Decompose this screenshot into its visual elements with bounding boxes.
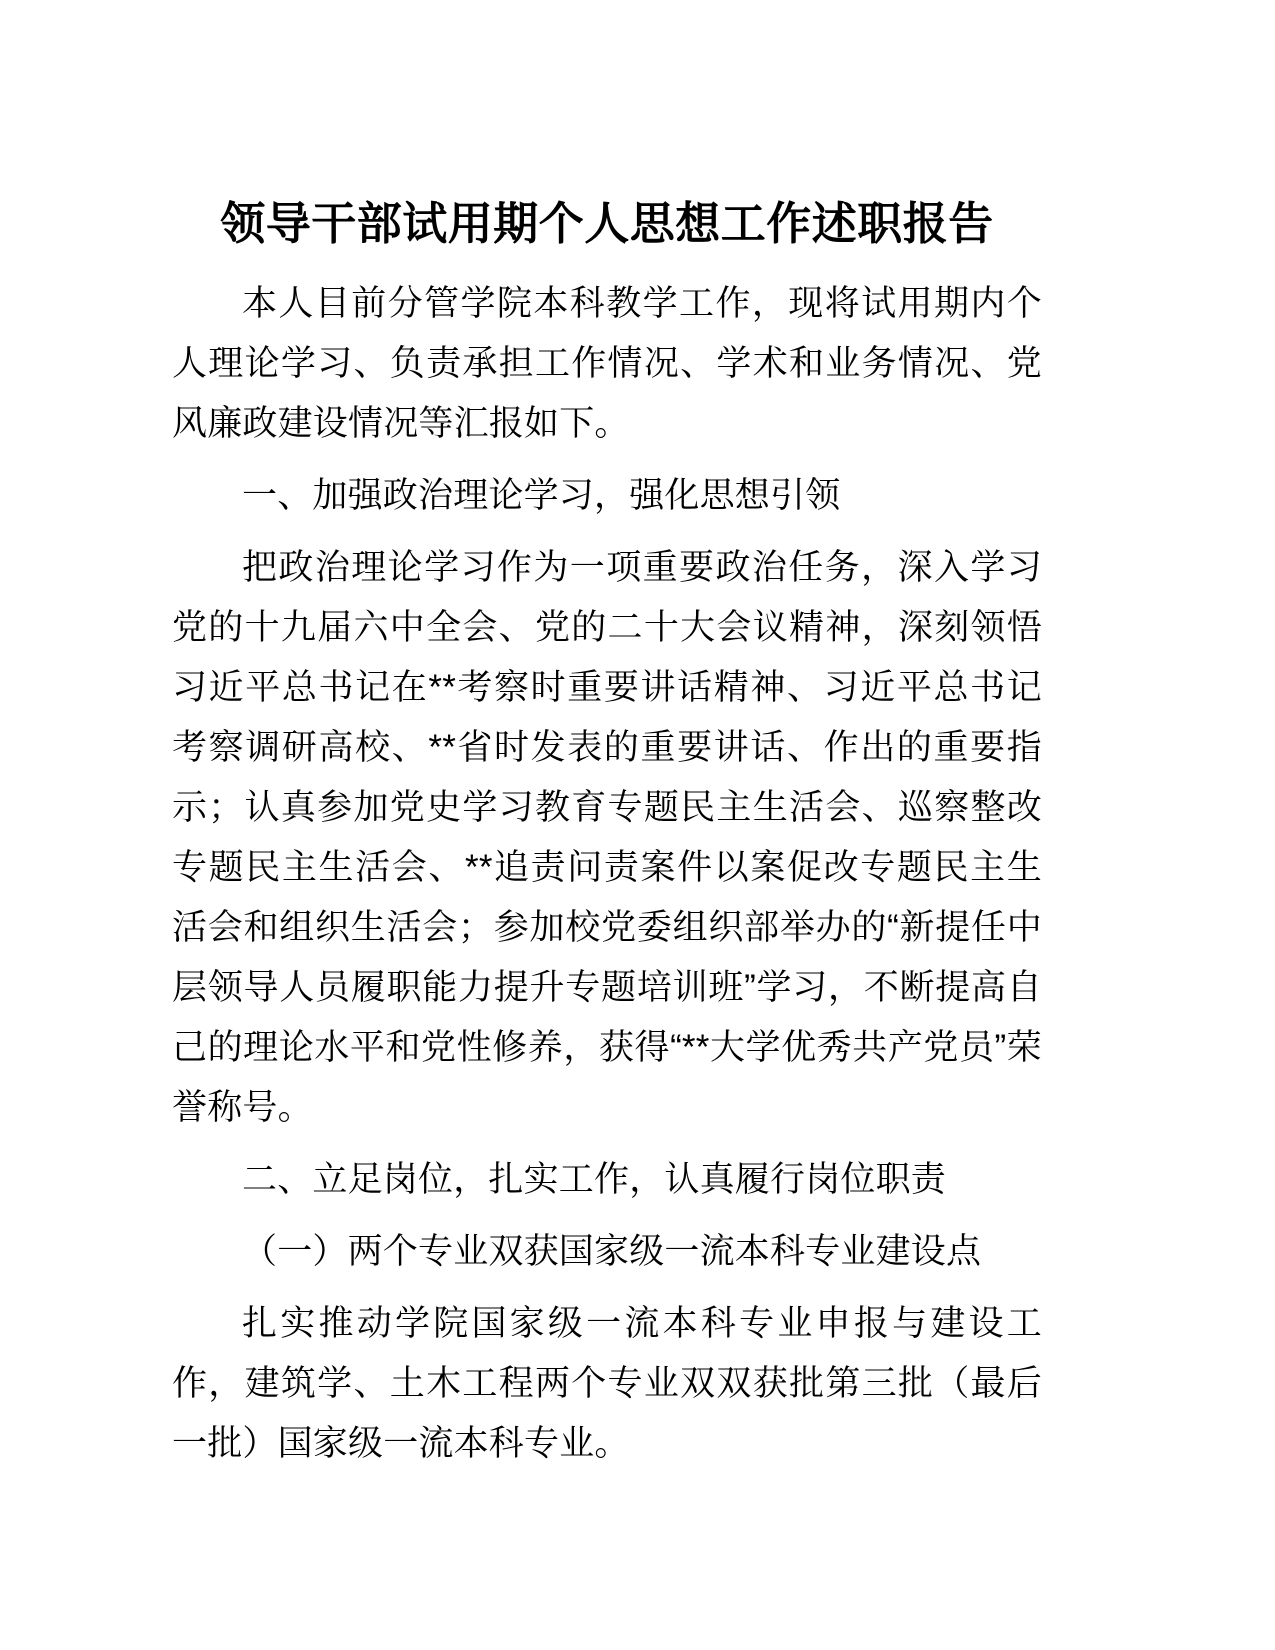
page-title: 领导干部试用期个人思想工作述职报告 [220, 198, 994, 249]
heading-section-one: 一、加强政治理论学习，强化思想引领 [242, 476, 841, 516]
heading-section-two: 二、立足岗位，扎实工作，认真履行岗位职责 [242, 1160, 947, 1200]
paragraph-section-one-body: 把政治理论学习作为一项重要政治任务，深入学习党的十九届六中全会、党的二十大会议精神，深刻领悟习近平总书记在**考察时重要讲话精神、习近平总书记考察调研高校、**省时发表的重要讲话、作出的重要指示；认真参加党史学习教育专题民主生活会、巡察整改专题民主生活会、**追责问责案件以案促改专题民主生活会和组织生活会；参加校党委组织部举办的“新提任中层领导人员履职能力提升专题培训班”学习，不断提高自己的理论水平和党性修养，获得“**大学优秀共产党员”荣誉称号。 [172, 548, 1042, 1128]
paragraph-section-two-sub-one-body: 扎实推动学院国家级一流本科专业申报与建设工作，建筑学、土木工程两个专业双双获批第三批（最后一批）国家级一流本科专业。 [172, 1304, 1042, 1464]
paragraph-intro: 本人目前分管学院本科教学工作，现将试用期内个人理论学习、负责承担工作情况、学术和业务情况、党风廉政建设情况等汇报如下。 [172, 284, 1042, 444]
heading-section-two-sub-one: （一）两个专业双获国家级一流本科专业建设点 [242, 1232, 982, 1272]
document-content [172, 196, 1042, 1484]
